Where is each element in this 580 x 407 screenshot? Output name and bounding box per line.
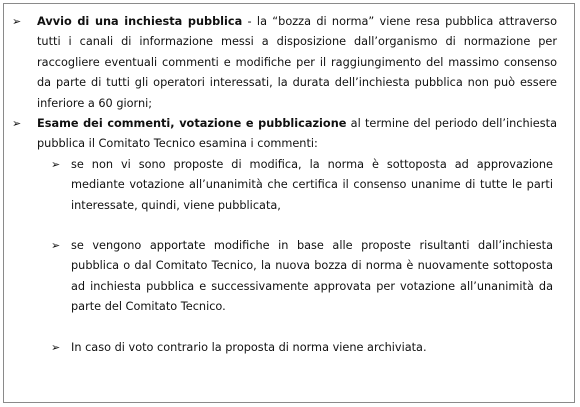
sub-item-modifiche-apportate	[51, 236, 553, 318]
item-heading: Avvio di una inchiesta pubblica	[37, 15, 243, 28]
list-item-avvio-inchiesta	[12, 12, 557, 114]
sub-item-text: se non vi sono proposte di modifica, la norma è sottoposta ad approvazione mediante votazione all’unanimità che certifica il consenso unanime di tutte le parti interessate, quindi, viene pubblicata,	[71, 158, 553, 212]
sub-item-nessuna-modifica	[51, 155, 553, 216]
item-heading: Esame dei commenti, votazione e pubblicazione	[37, 117, 347, 130]
arrow-bullet-icon: ➢	[12, 15, 22, 28]
arrow-bullet-icon: ➢	[51, 341, 61, 354]
arrow-bullet-icon: ➢	[51, 158, 61, 171]
sub-item-text: In caso di voto contrario la proposta di norma viene archiviata.	[71, 341, 427, 354]
sub-item-text: se vengono apportate modifiche in base alle proposte risultanti dall’inchiesta pubblica o dal Comitato Tecnico, la nuova bozza di norma è nuovamente sottoposta ad inchiesta pubblica e successivamente approvata per votazione all’unanimità da parte del Comitato Tecnico.	[71, 239, 553, 314]
item-text: al termine del periodo dell’inchiesta pubblica il Comitato Tecnico esamina i commenti:	[37, 117, 557, 151]
item-text: - la “bozza di norma” viene resa pubblica attraverso tutti i canali di informazione messi a disposizione dall’organismo di normazione per raccogliere eventuali commenti e modifiche per il raggiungimento del massimo consenso da parte di tutti gli operatori interessati, la durata dell’inchiesta pubblica non può essere inferiore a 60 giorni;	[37, 15, 557, 110]
arrow-bullet-icon: ➢	[51, 239, 61, 252]
list-item-esame-commenti	[12, 114, 557, 155]
arrow-bullet-icon: ➢	[12, 117, 22, 130]
sub-item-voto-contrario	[51, 338, 553, 358]
document-frame	[3, 3, 575, 403]
